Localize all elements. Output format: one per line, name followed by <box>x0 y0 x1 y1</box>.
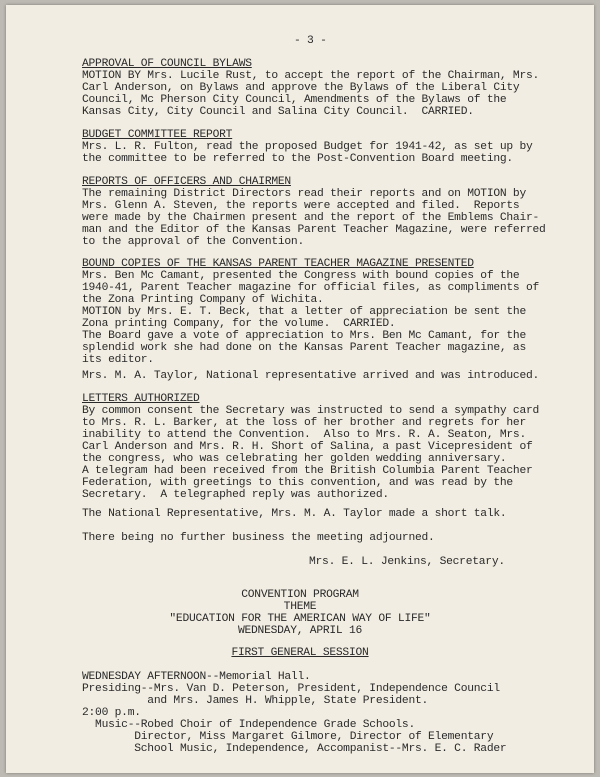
program-line: and Mrs. James H. Whipple, State President. <box>82 695 429 707</box>
text-line: Mrs. Ben Mc Camant, presented the Congress with bound copies of the <box>82 270 520 282</box>
text-line: were made by the Chairmen present and the report of the Emblems Chair- <box>82 212 540 224</box>
text-line: its editor. <box>82 354 154 366</box>
page-number: - 3 - <box>294 35 327 47</box>
program-theme-label: THEME <box>283 601 317 613</box>
text-line: the committee to be referred to the Post-Convention Board meeting. <box>82 153 513 165</box>
taylor-arrival-line: Mrs. M. A. Taylor, National representative arrived and was introduced. <box>82 370 540 382</box>
text-line: MOTION by Mrs. E. T. Beck, that a letter of appreciation be sent the <box>82 306 526 318</box>
program-line: 2:00 p.m. <box>82 707 141 719</box>
text-line: 1940-41, Parent Teacher magazine for official files, as compliments of <box>82 282 540 294</box>
text-line: Secretary. A telegraphed reply was authorized. <box>82 489 389 501</box>
text-line: to the approval of the Convention. <box>82 236 304 248</box>
program-theme: "EDUCATION FOR THE AMERICAN WAY OF LIFE" <box>169 613 431 625</box>
program-date: WEDNESDAY, APRIL 16 <box>237 625 363 637</box>
program-line: Director, Miss Margaret Gilmore, Director of Elementary <box>82 731 494 743</box>
section-heading-letters: LETTERS AUTHORIZED <box>82 393 200 405</box>
program-session-heading: FIRST GENERAL SESSION <box>231 647 369 659</box>
document-page <box>6 5 594 773</box>
text-line: The Board gave a vote of appreciation to Mrs. Ben Mc Camant, for the <box>82 330 526 342</box>
text-line: Kansas City, City Council and Salina City Council. CARRIED. <box>82 106 474 118</box>
national-talk-line: The National Representative, Mrs. M. A. Taylor made a short talk. <box>82 508 507 520</box>
section-heading-budget: BUDGET COMMITTEE REPORT <box>82 129 233 141</box>
text-line: The remaining District Directors read their reports and on MOTION by <box>82 188 526 200</box>
text-line: Zona printing Company, for the volume. CARRIED. <box>82 318 396 330</box>
text-line: By common consent the Secretary was instructed to send a sympathy card <box>82 405 540 417</box>
text-line: Carl Anderson and Mrs. R. H. Short of Salina, a past Vicepresident of <box>82 441 533 453</box>
text-line: the Zona Printing Company of Wichita. <box>82 294 324 306</box>
text-line: Federation, with greetings to this convention, and was read by the <box>82 477 513 489</box>
text-line: splendid work she had done on the Kansas Parent Teacher magazine, as <box>82 342 526 354</box>
program-line: School Music, Independence, Accompanist--Mrs. E. C. Rader <box>82 743 507 755</box>
text-line: the congress, who was celebrating her golden wedding anniversary. <box>82 453 507 465</box>
text-line: to Mrs. R. L. Barker, at the loss of her brother and regrets for her <box>82 417 526 429</box>
text-line: Mrs. L. R. Fulton, read the proposed Budget for 1941-42, as set up by <box>82 141 533 153</box>
secretary-signature: Mrs. E. L. Jenkins, Secretary. <box>309 556 505 568</box>
program-line: Music--Robed Choir of Independence Grade Schools. <box>82 719 415 731</box>
program-title: CONVENTION PROGRAM <box>241 589 359 601</box>
text-line: Council, Mc Pherson City Council, Amendments of the Bylaws of the <box>82 94 507 106</box>
adjourned-line: There being no further business the meeting adjourned. <box>82 532 435 544</box>
program-line: WEDNESDAY AFTERNOON--Memorial Hall. <box>82 671 311 683</box>
text-line: MOTION BY Mrs. Lucile Rust, to accept the report of the Chairman, Mrs. <box>82 70 540 82</box>
section-heading-bound-copies: BOUND COPIES OF THE KANSAS PARENT TEACHER MAGAZINE PRESENTED <box>82 258 474 270</box>
section-heading-officers-reports: REPORTS OF OFFICERS AND CHAIRMEN <box>82 176 291 188</box>
text-line: Mrs. Glenn A. Steven, the reports were accepted and filed. Reports <box>82 200 520 212</box>
section-heading-council-bylaws: APPROVAL OF COUNCIL BYLAWS <box>82 58 252 70</box>
text-line: Carl Anderson, on Bylaws and approve the Bylaws of the Liberal City <box>82 82 520 94</box>
text-line: A telegram had been received from the British Columbia Parent Teacher <box>82 465 533 477</box>
text-line: inability to attend the Convention. Also to Mrs. R. A. Seaton, Mrs. <box>82 429 526 441</box>
program-line: Presiding--Mrs. Van D. Peterson, President, Independence Council <box>82 683 500 695</box>
text-line: man and the Editor of the Kansas Parent Teacher Magazine, were referred <box>82 224 546 236</box>
